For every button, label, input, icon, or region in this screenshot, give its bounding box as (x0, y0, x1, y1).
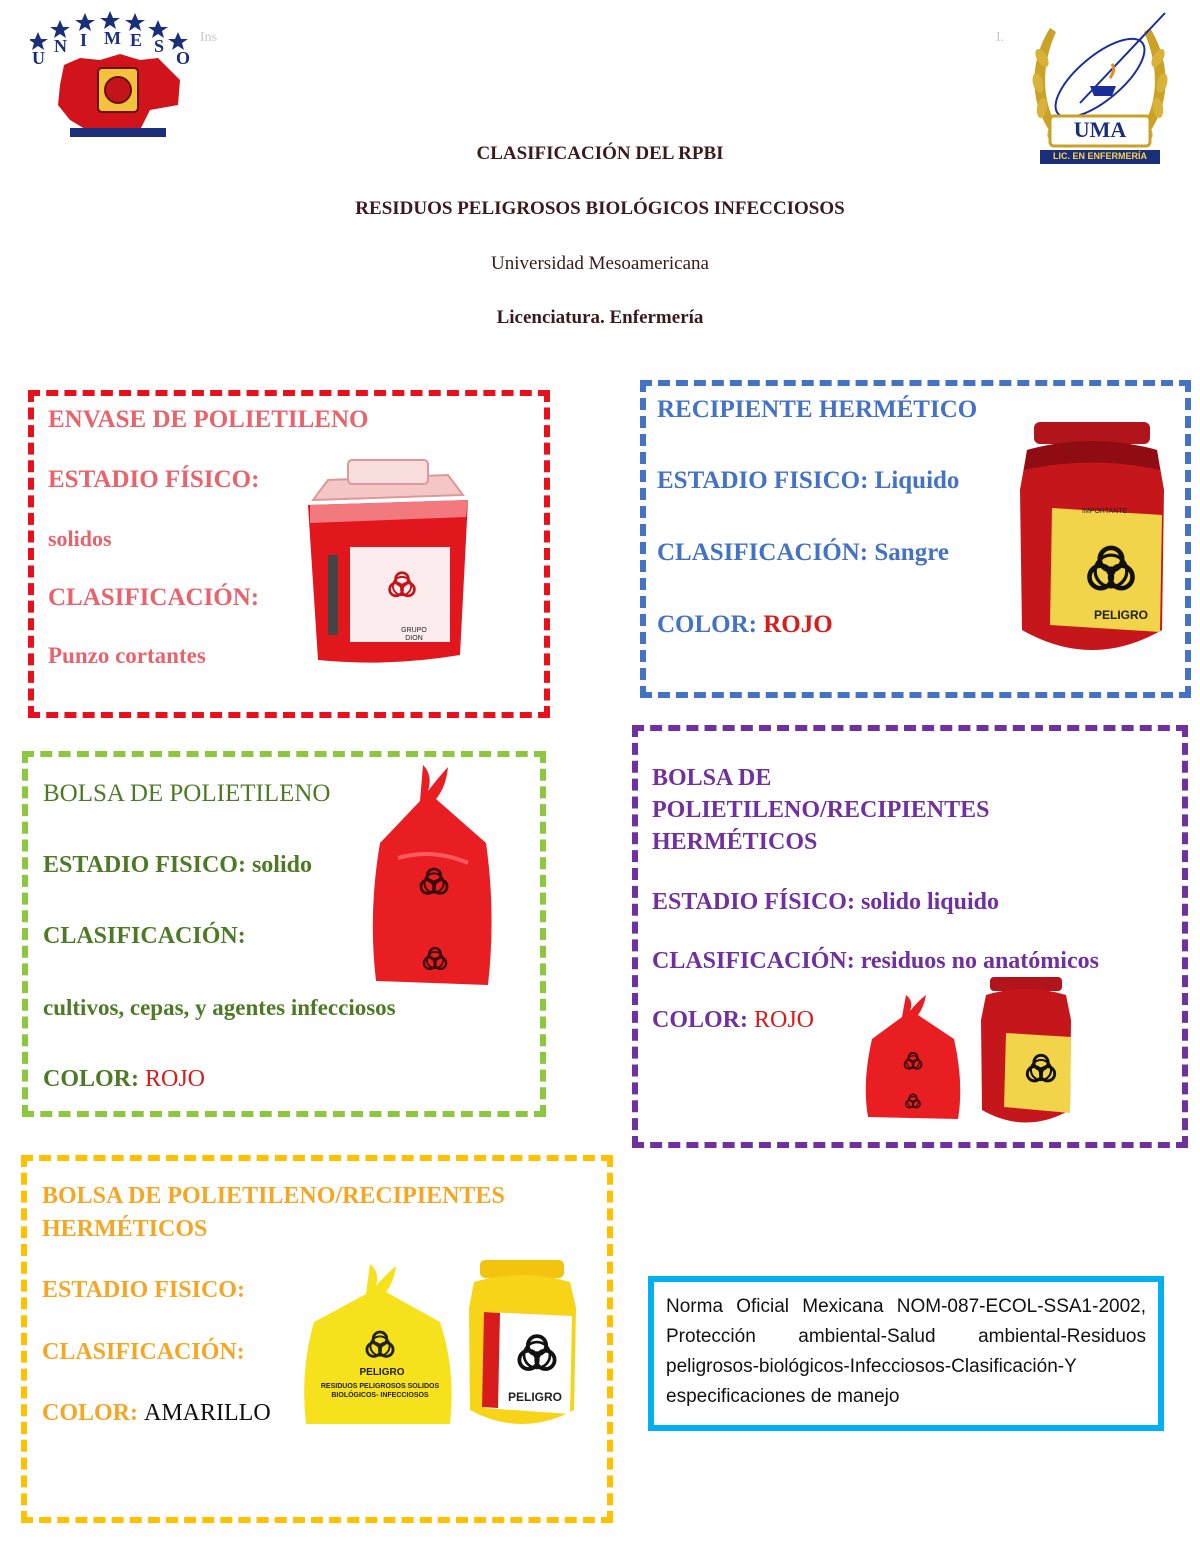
purple-estado-line (652, 889, 999, 916)
blue-estado-line (657, 467, 959, 495)
logo-letter: I (80, 30, 88, 50)
green-color-label: COLOR: (43, 1066, 139, 1092)
purple-clasif-value: residuos no anatómicos (860, 948, 1099, 974)
yellow-color-label: COLOR: (42, 1400, 138, 1426)
yellow-estado-label: ESTADIO FISICO: (42, 1277, 245, 1303)
green-color-value: ROJO (145, 1066, 206, 1092)
purple-clasif-label: CLASIFICACIÓN: (652, 948, 855, 974)
green-clasif-label: CLASIFICACIÓN: (43, 923, 246, 949)
blue-box-title: RECIPIENTE HERMÉTICO (657, 396, 978, 423)
green-color-line (43, 1066, 205, 1093)
norm-reference-text: Norma Oficial Mexicana NOM-087-ECOL-SSA1-2002, Protección ambiental-Salud ambiental-Residuos peligrosos-biológicos-Infecciosos-Clasificación-Y especificaciones de manejo (666, 1296, 1146, 1407)
blue-color-line (657, 611, 833, 639)
blue-clasif-label: CLASIFICACIÓN: (657, 539, 869, 566)
yellow-bag-peligro: PELIGRO (359, 1367, 405, 1378)
faint-header-right: I. (996, 30, 1005, 45)
blue-color-value: ROJO (763, 611, 833, 638)
yellow-title-line-2: HERMÉTICOS (42, 1216, 208, 1242)
purple-color-value: ROJO (754, 1007, 815, 1033)
logo-letter: E (130, 30, 143, 50)
red-estado-value: solidos (48, 526, 112, 551)
logo-letter: U (32, 48, 45, 68)
purple-color-label: COLOR: (652, 1007, 748, 1033)
sharps-container-image (288, 455, 488, 675)
purple-title-line-3: HERMÉTICOS (652, 829, 818, 855)
green-estado-line (43, 852, 312, 879)
purple-clasif-line (652, 948, 1099, 975)
logo-letter: M (104, 28, 121, 48)
blue-clasif-line (657, 539, 949, 567)
yellow-title-line-1: BOLSA DE POLIETILENO/RECIPIENTES (42, 1183, 505, 1209)
yellow-color-value: AMARILLO (144, 1400, 271, 1426)
blue-estado-value: Liquido (874, 467, 960, 494)
yellow-container-peligro: PELIGRO (508, 1390, 563, 1404)
green-estado-label: ESTADIO FISICO: (43, 852, 246, 878)
purple-hermetic-image (976, 975, 1076, 1137)
uma-logo-text: UMA (1073, 117, 1127, 142)
sharps-brand-label: GRUPO DION (401, 627, 427, 642)
purple-red-bag-image (862, 993, 968, 1123)
red-clasif-value: Punzo cortantes (48, 643, 206, 668)
hermetic-container-image (1012, 420, 1172, 675)
page-subtitle: RESIDUOS PELIGROSOS BIOLÓGICOS INFECCIOSOS (355, 198, 845, 219)
logo-letter: O (176, 48, 191, 68)
red-bag-image (368, 763, 498, 993)
blue-clasif-value: Sangre (874, 539, 949, 566)
purple-title-line-2: POLIETILENO/RECIPIENTES (652, 797, 990, 823)
purple-estado-label: ESTADIO FÍSICO: (652, 889, 855, 915)
yellow-bag-image (300, 1260, 456, 1430)
hermetic-label-importante: IMPORTANTE (1082, 508, 1128, 515)
purple-estado-value: solido liquido (860, 889, 1000, 915)
green-estado-value: solido (251, 852, 312, 878)
faint-header-left: Ins (200, 30, 218, 45)
green-clasif-value: cultivos, cepas, y agentes infecciosos (43, 995, 396, 1020)
yellow-clasif-label: CLASIFICACIÓN: (42, 1339, 245, 1365)
uma-logo-ribbon: LIC. EN ENFERMERÍA (1052, 151, 1147, 161)
blue-estado-label: ESTADIO FISICO: (657, 467, 869, 494)
logo-letter: S (154, 36, 165, 56)
logo-letter: N (54, 36, 67, 56)
hermetic-label-peligro: PELIGRO (1094, 608, 1149, 622)
green-box-title: BOLSA DE POLIETILENO (43, 780, 331, 807)
red-clasif-label: CLASIFICACIÓN: (48, 584, 260, 611)
yellow-container-image (466, 1258, 578, 1436)
page-title: CLASIFICACIÓN DEL RPBI (476, 143, 724, 164)
yellow-bag-text: RESIDUOS PELIGROSOS SOLIDOS BIOLÓGICOS- INFECCIOSOS (320, 1383, 440, 1399)
blue-color-label: COLOR: (657, 611, 757, 638)
red-estado-label: ESTADIO FÍSICO: (48, 466, 260, 493)
program-name: Licenciatura. Enfermería (496, 307, 704, 328)
red-box-title: ENVASE DE POLIETILENO (48, 406, 369, 433)
purple-title-line-1: BOLSA DE (652, 765, 772, 791)
university-name: Universidad Mesoamericana (491, 253, 709, 274)
yellow-color-line (42, 1400, 271, 1427)
purple-color-line (652, 1007, 814, 1034)
